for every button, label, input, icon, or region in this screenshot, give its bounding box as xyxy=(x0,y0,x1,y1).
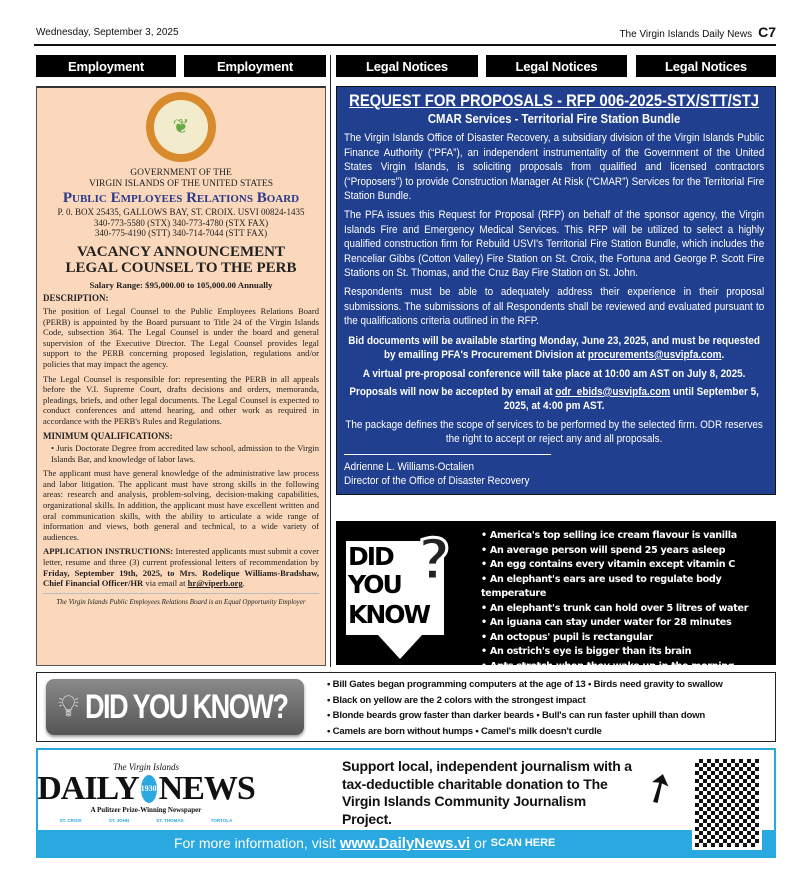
logo-word: DAILY xyxy=(37,770,139,807)
info-text: For more information, visit xyxy=(174,835,336,851)
facts-list xyxy=(481,529,776,674)
description-text: The Legal Counsel is responsible for: representing the PERB in all appeals before the V.I. Supreme Court, drafts decisions and orders, memoranda, pleadings, briefs, and other legal documents. The Legal Counsel is expected to conduct conferences and attend hearing, and other work as required in accordance with the PERB's Rules and Regulations. xyxy=(43,373,319,426)
fact-item: • Ants stretch when they wake up in the morning xyxy=(481,660,735,672)
rfp-paragraph: The PFA issues this Request for Proposal (RFP) on behalf of the sponsor agency, the Virgin Islands Fire and Emergency Medical Services. This RFP will be utilized to select a highly qualified construction firm for Rebuild USVI's Territorial Fire Station Bundle, which includes the Renceliar Gibbs (Cotton Valley) Fire Station on St. Croix, the Fortuna and George P. Scott Fire Stations on St. Thomas, and the Cruz Bay Fire Station on St. John. xyxy=(344,209,765,280)
app-deadline: Friday, September 19th, 2025, to Mrs. Rodelique Williams-Bradshaw, Chief Financial Officer/HR xyxy=(43,567,319,589)
did-you-know-banner xyxy=(36,672,776,742)
gov-line: GOVERNMENT OF THE xyxy=(130,168,232,178)
board-name: Public Employees Relations Board xyxy=(62,190,300,206)
did-you-know-panel xyxy=(336,521,776,672)
application-instructions: APPLICATION INSTRUCTIONS: Interested applicants must submit a cover letter, resume and three (3) current professional letters of recommendation by Friday, September 19th, 2025, to Mrs. Rodelique Williams-Bradshaw, Chief Financial Officer/HR via email at hr@viperb.org. xyxy=(43,546,319,589)
prop-text: Proposals will now be accepted by email at xyxy=(349,385,556,398)
city: ST. THOMAS xyxy=(156,818,184,823)
lightbulb-icon: 💡︎ xyxy=(58,690,79,723)
since-badge: 1930 xyxy=(141,775,157,803)
scan-here: SCAN HERE xyxy=(490,837,556,849)
procurement-email-link[interactable]: procurements@usvipfa.com xyxy=(587,349,722,362)
fact-item: • An ostrich's eye is bigger than its brain xyxy=(481,646,692,657)
logo-word: NEWS xyxy=(158,770,255,807)
signature-line xyxy=(344,454,551,455)
salary: Salary Range: $95,000.00 to 105,000.00 Annually xyxy=(89,279,273,290)
qualification-text: The applicant must have general knowledge of the administrative law process and labor litigation. The applicant must have strong skills in the following areas: research and analysis, problem-solving, decision-making capabilities, organizational skills. In addition, the applicant must have excellent written and oral communication skills, with the ability to articulate a wide range of information and views, both general and technical, to a wide variety of audiences. xyxy=(43,468,319,542)
fact-item: • An octopus' pupil is rectangular xyxy=(481,631,653,643)
bid-info: Bid documents will be available starting Monday, June 23, 2025, and must be requested by emailing PFA's Procurement Division at procurements@usvipfa.com. xyxy=(348,334,760,362)
question-mark-icon: ? xyxy=(418,528,451,593)
prop-text: until September 5, 2025, at 4:00 pm AST. xyxy=(503,385,759,413)
signatory-title: Director of the Office of Disaster Recovery xyxy=(344,474,530,487)
section-employment: Employment xyxy=(36,55,176,77)
rfp-paragraph: Respondents must be able to adequately address their experience in their proposal submissions. The submissions of all Respondents shall be reviewed and evaluated pursuant to the qualifications criteria outlined in the RFP. xyxy=(344,286,765,328)
logo-word: DID xyxy=(348,542,393,571)
daily-news-logo xyxy=(37,762,255,823)
header-rule xyxy=(34,44,776,46)
donation-pitch: Support local, independent journalism with a tax-deductible charitable donation to The Virgin Islands Community Journalism Project. xyxy=(342,758,632,827)
rfp-paragraph: The Virgin Islands Office of Disaster Recovery, a subsidiary division of the Virgin Islands Public Finance Authority (“PFA”), an independent instrumentality of the Government of the United States Virgin Islands, is soliciting proposals from qualified and licensed contractors (“Proposers”) to provide Construction Manager At Risk (“CMAR”) Services for the Territorial Fire Station Bundle. xyxy=(344,132,765,203)
logo-tagline: A Pulitzer Prize-Winning Newspaper xyxy=(90,806,202,814)
hr-email-link[interactable]: hr@viperb.org xyxy=(187,578,243,589)
package-note: The package defines the scope of services to be performed by the selected firm. ODR reserves the right to accept or reject any and all proposals. xyxy=(345,418,763,446)
section-legal-notices: Legal Notices xyxy=(486,55,627,77)
logo-text: DID YOU KNOW? xyxy=(85,687,288,726)
vacancy-title: LEGAL COUNSEL TO THE PERB xyxy=(65,259,297,276)
proposal-deadline xyxy=(344,385,764,414)
legal-notices-column xyxy=(336,86,776,672)
fact-item: • An average person will spend 25 years asleep xyxy=(481,544,726,556)
vacancy-title: VACANCY ANNOUNCEMENT xyxy=(77,243,285,260)
page-number: C7 xyxy=(758,24,776,40)
qualification-item: • Juris Doctorate Degree from accredited law school, admission to the Virgin Islands Bar, and knowledge of labor laws. xyxy=(51,443,319,464)
website-link[interactable]: www.DailyNews.vi xyxy=(339,834,471,852)
city: ST. JOHN xyxy=(108,818,130,823)
bid-text: Bid documents will be available starting Monday, June 23, 2025, and must be requested by emailing PFA's Procurement Division at xyxy=(348,334,760,362)
fact-item: • An egg contains every vitamin except vitamin C xyxy=(481,559,736,570)
app-text: Interested applicants must submit a cover letter, resume and three (3) current professional letters of recommendation by xyxy=(43,546,319,568)
page-date: Wednesday, September 3, 2025 xyxy=(36,27,179,38)
info-strip xyxy=(38,830,774,856)
fact-item: • Camels are born without humps • Camel's milk doesn't curdle xyxy=(327,725,602,737)
fact-item: • An elephant's trunk can hold over 5 litres of water xyxy=(481,602,749,614)
perb-vacancy-ad xyxy=(36,86,326,666)
city: ST. CROIX xyxy=(59,818,82,823)
column-divider xyxy=(330,55,331,667)
conference-info: A virtual pre-proposal conference will take place at 10:00 am AST on July 8, 2025. xyxy=(362,367,746,380)
logo-word: KNOW xyxy=(348,600,430,629)
rfp-notice xyxy=(336,86,776,495)
fact-item: • America's top selling ice cream flavour is vanilla xyxy=(481,530,737,541)
did-you-know-logo xyxy=(344,528,456,660)
eoe-footer: The Virgin Islands Public Employees Relations Board is an Equal Opportunity Employer xyxy=(43,593,319,608)
gov-line: VIRGIN ISLANDS OF THE UNITED STATES xyxy=(88,179,274,189)
app-text: via email at xyxy=(143,578,188,589)
qualifications-heading: MINIMUM QUALIFICATIONS: xyxy=(43,430,173,441)
qr-code[interactable] xyxy=(692,756,762,850)
facts-list xyxy=(327,677,723,739)
city: TORTOLA xyxy=(210,818,233,823)
fact-item: • Black on yellow are the 2 colors with the strongest impact xyxy=(327,694,586,706)
fact-item: • An elephant's ears are used to regulate body temperature xyxy=(481,573,722,599)
curved-arrow-icon: ➚ xyxy=(633,760,685,816)
description-text: The position of Legal Counsel to the Public Employees Relations Board (PERB) is appointed by the Board pursuant to Title 24 of the Virgin Islands Code, subsection 364. The Legal Counsel is under the board and general supervision of the Executive Director. The Legal Counsel provides legal support to the PERB concerning proposed legislation, regulations and/or policies that may impact the agency. xyxy=(43,305,319,369)
daily-news-donation-ad xyxy=(36,748,776,858)
page-masthead xyxy=(619,24,776,40)
phone: 340-775-4190 (STT) 340-714-7044 (STT FAX) xyxy=(94,228,268,239)
rfp-subtitle: CMAR Services - Territorial Fire Station Bundle xyxy=(427,111,681,126)
ebids-email-link[interactable]: odr_ebids@usvipfa.com xyxy=(555,385,671,398)
info-text: or xyxy=(474,835,487,851)
section-legal-notices: Legal Notices xyxy=(336,55,478,77)
section-employment: Employment xyxy=(184,55,326,77)
government-seal-icon: ❦ xyxy=(146,92,216,162)
phone: 340-773-5580 (STX) 340-773-4780 (STX FAX) xyxy=(93,217,269,228)
rfp-title: REQUEST FOR PROPOSALS - RFP 006-2025-STX/STT/STJ xyxy=(349,91,760,110)
logo-word: YOU xyxy=(348,570,401,599)
logo-small: The Virgin Islands xyxy=(112,762,179,772)
fact-item: • Bill Gates began programming computers at the age of 13 • Birds need gravity to swallow xyxy=(327,679,723,690)
signatory-name: Adrienne L. Williams-Octalien xyxy=(344,460,474,473)
fact-item: • An iguana can stay under water for 28 minutes xyxy=(481,617,732,628)
section-legal-notices: Legal Notices xyxy=(636,55,776,77)
application-heading: APPLICATION INSTRUCTIONS: xyxy=(43,546,174,557)
description-heading: DESCRIPTION: xyxy=(43,293,109,304)
paper-name: The Virgin Islands Daily News xyxy=(619,29,753,40)
fact-item: • Blonde beards grow faster than darker beards • Bull's can run faster uphill than down xyxy=(327,710,706,721)
did-you-know-logo xyxy=(46,679,304,735)
address: P. 0. BOX 25435, GALLOWS BAY, ST. CROIX. USVI 00824-1435 xyxy=(57,207,305,217)
